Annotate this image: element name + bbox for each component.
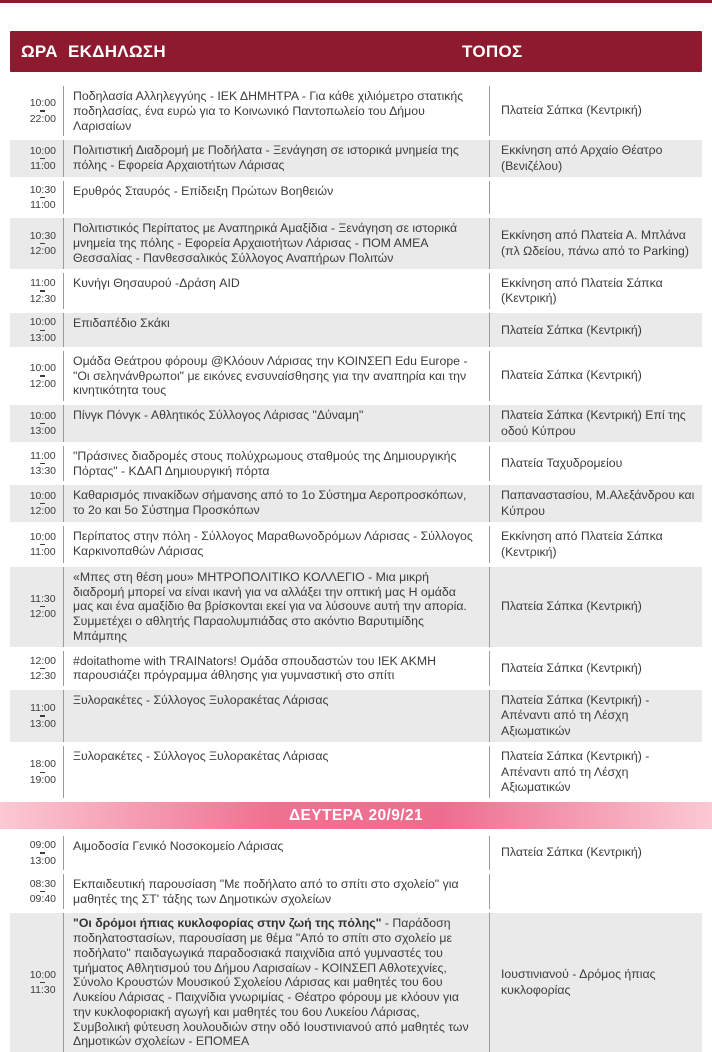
time-range-dash [40,158,45,159]
time-start: 11:00 [30,702,56,715]
event-text: Κυνήγι Θησαυρού -Δράση AID [73,275,240,290]
table-row [10,874,702,910]
time-range [30,410,56,438]
time-cell [10,313,64,347]
time-cell [10,526,64,563]
location-text: Παπαναστασίου, Μ.Αλεξάνδρου και Κύπρου [501,488,695,518]
time-start: 11:00 [30,277,56,290]
event-cell [64,181,490,215]
time-end: 13:00 [29,854,56,867]
event-cell [64,485,490,522]
time-range [30,655,56,683]
event-cell [64,836,490,870]
time-start: 09:00 [29,839,56,852]
event-text: Πολιτιστικός Περίπατος με Αναπηρικά Αμαξίδια - Ξενάγηση σε ιστορικά μνημεία της πόλης - Εφορεία Αρχαιοτήτων Λάρισας - ΠΟΜ ΑΜΕΑ Θεσσαλίας - Πανθεσσαλικός Σύλλογος Αναπήρων Πολιτών [73,221,458,265]
event-cell [64,913,490,1052]
time-range-dash [40,544,45,545]
day-divider-label: ΔΕΥΤΕΡΑ 20/9/21 [288,806,424,824]
time-end: 11:00 [30,199,56,212]
time-range [30,758,56,786]
time-range [30,969,56,997]
event-cell [64,140,490,177]
location-text: Εκκίνηση από Πλατεία Σάπκα (Κεντρική) [501,529,663,559]
time-start: 08:30 [29,877,56,890]
location-text: Πλατεία Σάπκα (Κεντρική) Επί της οδού Κύπρου [501,408,686,438]
time-start: 11:00 [30,449,56,462]
table-row [10,651,702,687]
time-end: 13:00 [29,425,56,438]
event-text: Πολιτιστική Διαδρομή με Ποδήλατα - Ξενάγηση σε ιστορικά μνημεία της πόλης - Εφορεία Αρχαιοτήτων Λάρισας [73,143,459,172]
location-text: Πλατεία Σάπκα (Κεντρική) [501,660,642,675]
time-range-dash [40,606,45,607]
time-start: 10:00 [29,97,56,110]
location-cell [490,913,702,1052]
column-header-event: ΕΚΔΗΛΩΣΗ [68,41,166,61]
event-text: «Μπες στη θέση μου» ΜΗΤΡΟΠΟΛΙΤΙΚΟ ΚΟΛΛΕΓΙΟ - Μια μικρή διαδρομή μπορεί να είναι ικανή για να αλλάξει την οπτική μας Η ομάδα μας και ένα αμαξίδιο θα βρίσκονται εκεί για να λύσουνε αυτή την απορία. Συμμετέχει ο αθλητής Παραολυμπιάδας στο ακόντιο Βαρυτιμίδης Μπάμπης [73,569,467,643]
time-cell [10,446,64,482]
location-cell [490,526,702,563]
location-cell [490,140,702,177]
location-cell [490,86,702,136]
time-range-dash [40,375,45,376]
time-start: 10:00 [29,316,56,329]
event-text: Ξυλορακέτες - Σύλλογος Ξυλορακέτας Λάρισας [73,749,329,764]
location-cell [490,690,702,742]
column-header-location: ΤΟΠΟΣ [462,41,523,61]
location-text: Εκκίνηση από Πλατεία Σάπκα (Κεντρική) [501,275,663,306]
table-header-bar [10,31,702,72]
event-text: Πίνγκ Πόνγκ - Αθλητικός Σύλλογος Λάρισας "Δύναμη" [73,408,364,423]
location-cell [490,874,702,910]
event-list-sunday [10,86,702,798]
event-text: Περίπατος στην πόλη - Σύλλογος Μαραθωνοδρόμων Λάρισας - Σύλλογος Καρκινοπαθών Λάρισας [73,529,473,558]
event-cell [64,526,490,563]
time-cell [10,351,64,401]
time-end: 11:00 [30,160,56,173]
time-range [30,490,56,518]
event-text: "Οι δρόμοι ήπιας κυκλοφορίας στην ζωή της πόλης" - Παράδοση ποδηλατοστασίων, παρουσίαση με θέμα "Από το σπίτι στο σχολείο με ποδήλατο" παιδαγωγικά παραδοσιακά παιχνίδια από γυμναστές του τμήματος Αθλητισμού του Δήμου Λαρισαίων - ΚΟΙΝΣΕΠ Αθλοτεχνίες, Σύνολο Κρουστών Μουσικού Σχολείου Λάρισας και μαθητές του 6ου Λυκείου Λάρισας - Παιχνίδια γνωριμίας - Θέατρο φόρουμ με κλόουν για την κυκλοφοριακή αγωγή και μαθητές του 6ου Λυκείου Λάρισας, Συμβολική φύτευση λουλουδιών στην οδό Ιουστινιανού από μαθητές των Δημοτικών σχολείων - ΕΠΟΜΕΑ [73,916,469,1049]
time-end: 12:30 [29,670,56,683]
event-text: #doitathome with TRAINators! Ομάδα σπουδαστών του ΙΕΚ ΑΚΜΗ παρουσιάζει πρόγραμμα άθλησης για γυμναστική στο σπίτι [73,653,436,683]
time-cell [10,218,64,268]
location-text: Ιουστινιανού - Δρόμος ήπιας κυκλοφορίας [501,967,656,997]
time-start: 10:00 [29,530,56,543]
location-cell [490,567,702,647]
event-text: Ποδηλασία Αλληλεγγύης - ΙΕΚ ΔΗΜΗΤΡΑ - Για κάθε χιλιόμετρο στατικής ποδηλασίας, ένα ευρώ για το Κοινωνικό Παντοπωλείο του Δήμου Λαρισαίων [73,89,464,133]
table-row [10,273,702,310]
event-cell [64,313,490,347]
location-cell [490,485,702,522]
time-cell [10,273,64,310]
table-row [10,690,702,742]
location-text: Πλατεία Σάπκα (Κεντρική) [501,845,642,860]
event-cell [64,86,490,136]
time-end: 12:00 [29,377,56,390]
event-text: Ομάδα Θεάτρου φόρουμ @Κλόουν Λάρισας την ΚΟΙΝΣΕΠ Edu Europe - "Οι σεληνάνθρωποι" με εικόνες ενσυναίσθησης για την αναπηρία και την κινητικότητα τους [73,353,468,398]
location-cell [490,405,702,442]
time-cell [10,140,64,177]
location-cell [490,651,702,687]
time-range [30,97,56,125]
location-text: Πλατεία Σάπκα (Κεντρική) [501,599,642,614]
time-range-dash [40,110,45,111]
time-end: 22:00 [29,112,56,125]
event-text: Καθαρισμός πινακίδων σήμανσης από το 1ο Σύστημα Αεροπροσκόπων, το 2ο και 5ο Σύστημα Προσκόπων [73,488,467,518]
event-text: Ερυθρός Σταυρός - Επίδειξη Πρώτων Βοηθειών [73,183,334,198]
time-cell [10,874,64,910]
location-text: Πλατεία Σάπκα (Κεντρική) [501,368,642,383]
time-start: 10:00 [29,409,56,422]
event-cell [64,405,490,442]
time-cell [10,567,64,647]
time-range-dash [40,290,45,291]
time-range [30,531,56,559]
time-start: 12:00 [29,654,56,667]
time-end: 13:00 [29,717,56,730]
table-row [10,446,702,482]
location-text: Πλατεία Ταχυδρομείου [501,456,623,470]
table-row [10,405,702,442]
event-cell [64,218,490,268]
event-cell [64,874,490,910]
time-range [30,839,56,867]
location-cell [490,313,702,347]
table-row [10,86,702,136]
time-cell [10,86,64,136]
table-row [10,181,702,215]
time-end: 11:30 [30,984,56,997]
table-row [10,140,702,177]
location-text: Πλατεία Σάπκα (Κεντρική) - Απέναντι από τη Λέσχη Αξιωματικών [501,693,650,738]
time-range-dash [40,330,45,331]
event-cell [64,446,490,482]
time-range-dash [40,423,45,424]
time-range [30,277,56,305]
event-cell [64,690,490,742]
event-list-monday [10,836,702,1052]
time-start: 10:00 [29,968,56,981]
time-end: 13:30 [29,465,56,478]
column-header-time: ΩΡΑ [21,41,58,61]
time-range [30,878,56,906]
top-border-line [0,0,712,3]
event-text: Ξυλορακέτες - Σύλλογος Ξυλορακέτας Λάρισας [73,693,329,708]
time-range [30,450,56,478]
table-row [10,485,702,522]
time-range-dash [40,668,45,669]
event-text: Αιμοδοσία Γενικό Νοσοκομείο Λάρισας [73,839,284,854]
time-end: 12:30 [29,292,56,305]
time-cell [10,690,64,742]
day-divider-monday [0,802,712,829]
time-range [30,593,56,621]
time-range [30,362,56,390]
location-cell [490,181,702,215]
time-cell [10,651,64,687]
event-cell [64,746,490,798]
location-cell [490,273,702,310]
table-row [10,351,702,401]
table-row [10,218,702,268]
location-text: Πλατεία Σάπκα (Κεντρική) [501,103,642,118]
time-start: 10:00 [29,362,56,375]
time-range-dash [40,463,45,464]
time-start: 18:00 [29,758,56,771]
time-range-dash [40,715,45,716]
location-text: Πλατεία Σάπκα (Κεντρική) [501,322,642,337]
table-row [10,746,702,798]
time-end: 12:00 [29,608,56,621]
time-range-dash [40,891,45,892]
location-text: Πλατεία Σάπκα (Κεντρική) - Απέναντι από τη Λέσχη Αξιωματικών [501,749,650,794]
time-start: 10:00 [29,144,56,157]
time-range [30,145,56,173]
time-cell [10,485,64,522]
time-range-dash [40,243,45,244]
time-range [30,230,56,258]
time-end: 13:00 [29,331,56,344]
table-row [10,836,702,870]
event-text: "Πράσινες διαδρομές στους πολύχρωμους σταθμούς της Δημιουργικής Πόρτας" - ΚΔΑΠ Δημιουργική πόρτα [73,448,457,478]
event-cell [64,351,490,401]
time-end: 19:00 [29,773,56,786]
location-cell [490,746,702,798]
table-row [10,567,702,647]
table-row [10,913,702,1052]
time-start: 10:00 [29,490,56,503]
location-cell [490,446,702,482]
time-cell [10,746,64,798]
event-text: Εκπαιδευτική παρουσίαση "Με ποδήλατο από το σπίτι στο σχολείο" για μαθητές της ΣΤ' τάξης των Δημοτικών σχολείων [73,876,459,906]
time-range-dash [40,772,45,773]
time-end: 09:40 [29,893,56,906]
time-cell [10,836,64,870]
event-cell [64,651,490,687]
time-range-dash [40,982,45,983]
time-range [30,316,56,344]
time-start: 10:30 [29,229,56,242]
time-range [30,184,56,212]
time-end: 12:00 [29,505,56,518]
time-start: 10:30 [29,183,56,196]
location-text: Εκκίνηση από Αρχαίο Θέατρο (Βενιζέλου) [501,143,663,173]
time-range-dash [40,503,45,504]
location-cell [490,218,702,268]
location-text: Εκκίνηση από Πλατεία Α. Μπλάνα (πλ Ωδείου, πάνω από το Parking) [501,228,689,258]
time-cell [10,181,64,215]
time-start: 11:30 [30,592,56,605]
time-cell [10,405,64,442]
location-cell [490,836,702,870]
table-row [10,313,702,347]
time-range-dash [40,197,45,198]
event-cell [64,273,490,310]
time-end: 12:00 [29,245,56,258]
time-cell [10,913,64,1052]
table-row [10,526,702,563]
event-cell [64,567,490,647]
time-range [30,702,56,730]
location-cell [490,351,702,401]
time-end: 11:00 [30,546,56,559]
event-text: Επιδαπέδιο Σκάκι [73,316,170,331]
time-range-dash [40,852,45,853]
